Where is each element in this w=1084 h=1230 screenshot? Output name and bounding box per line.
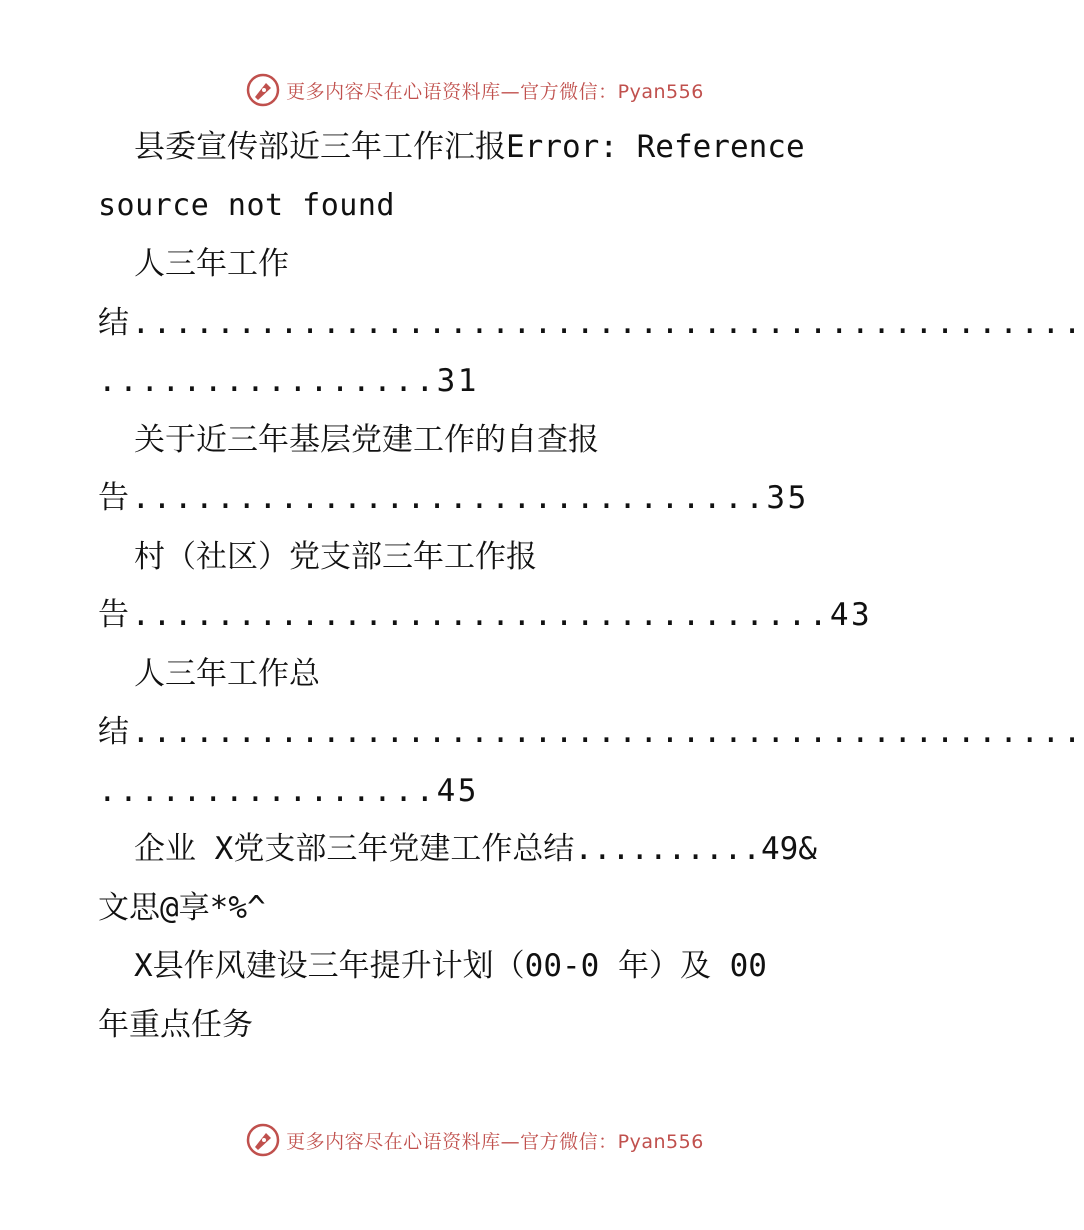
toc-entry-title: 人三年工作总: [134, 655, 320, 692]
text-line: 文思@享*%^: [98, 889, 266, 926]
header-watermark: [0, 70, 950, 110]
document-body: [98, 118, 1084, 1054]
text-line: X县作风建设三年提升计划（00-0 年）及 00: [134, 948, 767, 984]
toc-entry-title: 村（社区）党支部三年工作报: [134, 538, 537, 575]
text-line: 年重点任务: [98, 1006, 253, 1043]
toc-entry-page: 告..............................35: [98, 480, 809, 516]
toc-entry-page: 告.................................43: [98, 597, 873, 633]
toc-entry-title: 人三年工作: [134, 246, 289, 282]
toc-entry-page: ................31: [98, 363, 479, 399]
toc-entry-title: 企业 X党支部三年党建工作总结..........49&: [134, 831, 817, 867]
toc-entry-leader: 结.............................................: [98, 714, 1084, 750]
toc-entry-title: 关于近三年基层党建工作的自查报: [134, 421, 599, 458]
watermark-text: 更多内容尽在心语资料库—官方微信：Pyan556: [286, 80, 704, 103]
toc-entry-leader: 结.............................................: [98, 304, 1084, 341]
pen-nib-logo-icon: [246, 73, 280, 107]
footer-watermark: [0, 1120, 950, 1160]
text-line: source not found: [98, 187, 395, 223]
watermark-text: 更多内容尽在心语资料库—官方微信：Pyan556: [286, 1130, 704, 1153]
pen-nib-logo-icon: [246, 1123, 280, 1157]
toc-entry-page: ................45: [98, 772, 479, 809]
text-line: 县委宣传部近三年工作汇报Error: Reference: [134, 129, 805, 165]
